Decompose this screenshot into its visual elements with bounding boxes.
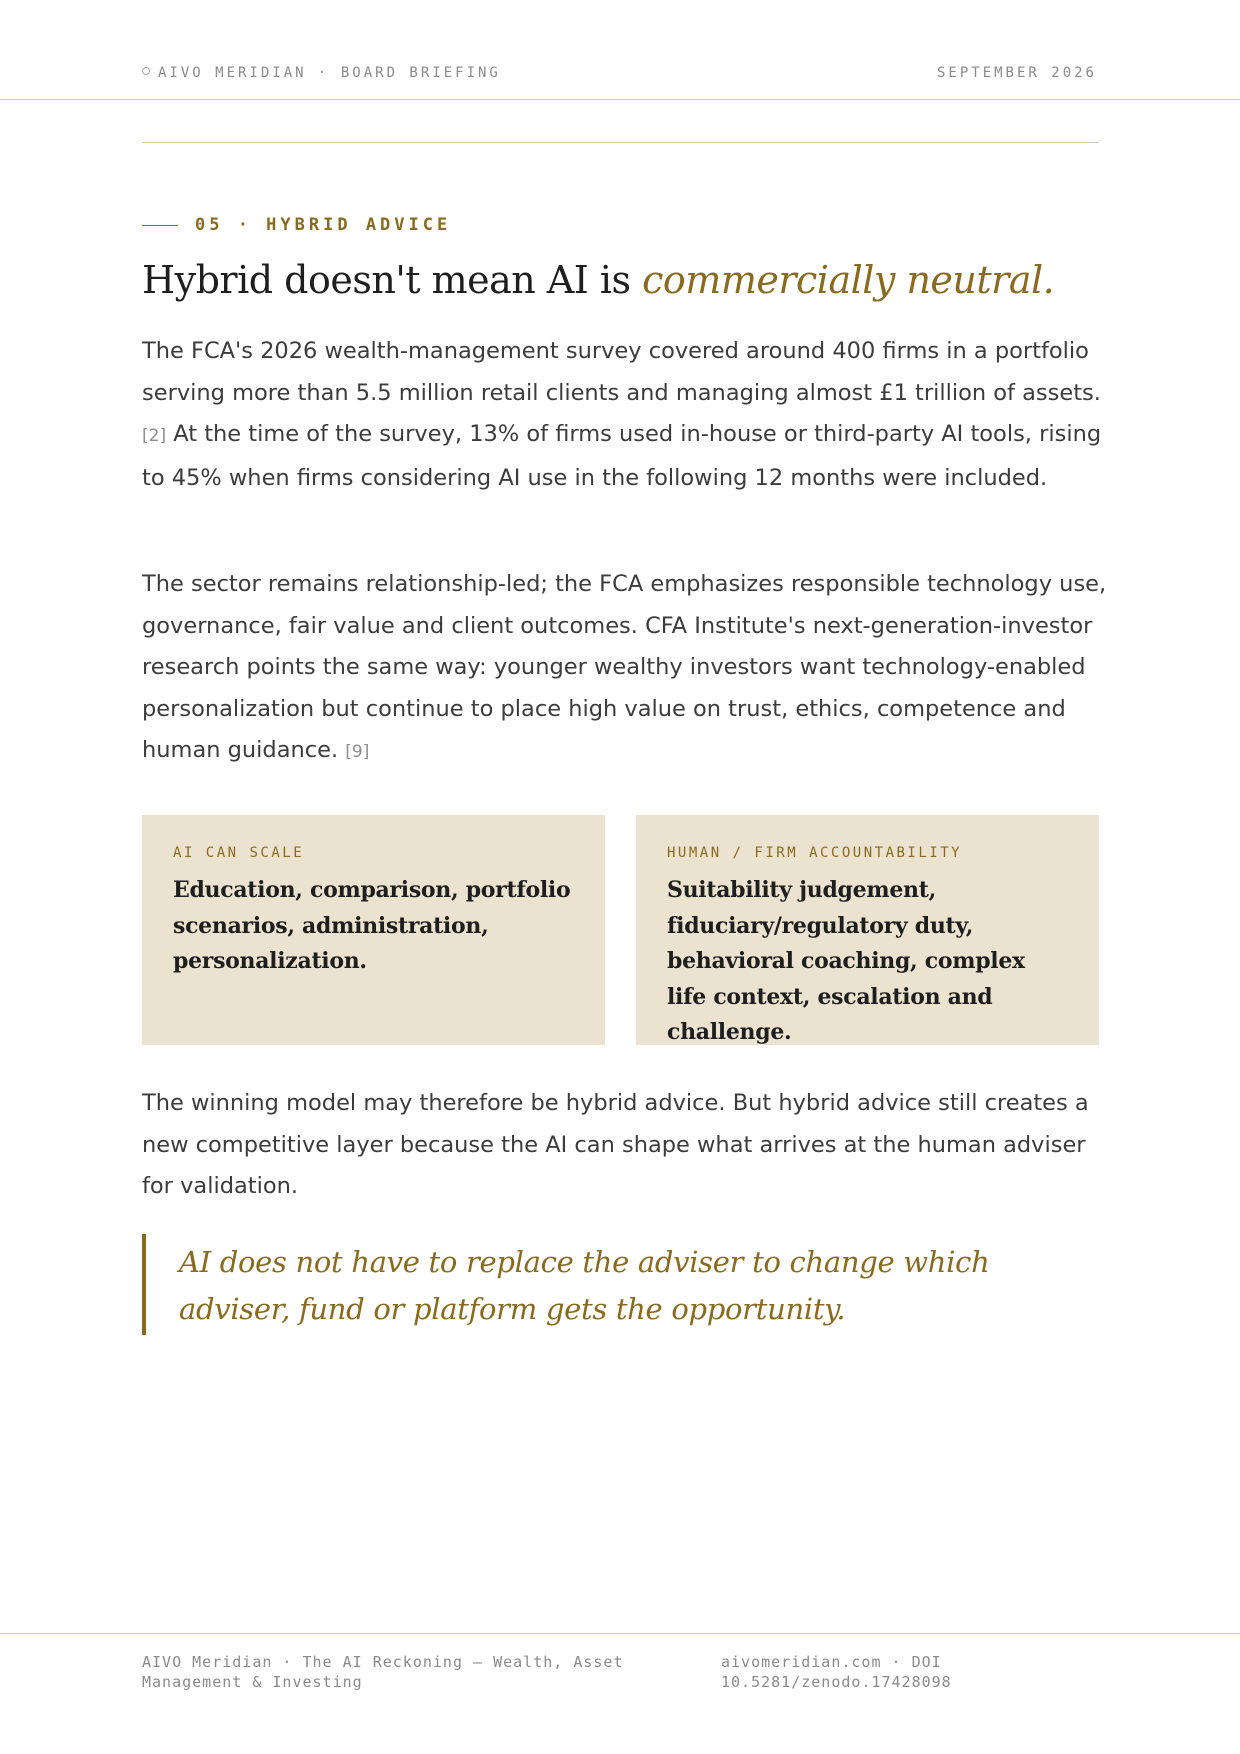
- paragraph-winning-model: [142, 1083, 1112, 1208]
- header-brand-text: AIVO MERIDIAN · BOARD BRIEFING: [158, 65, 501, 81]
- title-accent: commercially neutral.: [642, 258, 1055, 302]
- card-label: AI CAN SCALE: [173, 845, 305, 861]
- page-footer: [0, 1633, 1240, 1634]
- card-human-accountability: [636, 815, 1099, 1045]
- citation-link[interactable]: [9]: [345, 742, 370, 762]
- card-ai-can-scale: [142, 815, 605, 1045]
- card-label: HUMAN / FIRM ACCOUNTABILITY: [667, 845, 963, 861]
- paragraph-sector: [142, 564, 1112, 774]
- card-body: Education, comparison, portfolio scenarios, administration, personalization.: [173, 877, 571, 974]
- card-body: Suitability judgement, fiduciary/regulatory duty, behavioral coaching, complex life context, escalation and challenge.: [667, 877, 1025, 1045]
- pull-quote: [142, 1234, 1102, 1335]
- paragraph-survey: [142, 331, 1112, 499]
- header-brand: [142, 65, 501, 81]
- paragraph-text: The winning model may therefore be hybrid advice. But hybrid advice still creates a new competitive layer because the AI can shape what arrives at the human adviser for validation.: [142, 1090, 1089, 1199]
- paragraph-text: At the time of the survey, 13% of firms used in-house or third-party AI tools, rising to 45% when firms considering AI use in the following 12 months were included.: [142, 421, 1102, 491]
- footer-doi-link[interactable]: aivomeridian.com · DOI 10.5281/zenodo.17428098: [721, 1653, 952, 1691]
- header-date: SEPTEMBER 2026: [936, 65, 1097, 81]
- paragraph-text: The FCA's 2026 wealth-management survey covered around 400 firms in a portfolio serving more than 5.5 million retail clients and managing almost £1 trillion of assets.: [142, 338, 1101, 406]
- bullet-icon: [142, 67, 150, 75]
- section-label-text: 05 · HYBRID ADVICE: [195, 215, 452, 235]
- page-header: [0, 0, 1240, 100]
- citation-link[interactable]: [2]: [142, 426, 167, 446]
- paragraph-text: The sector remains relationship-led; the FCA emphasizes responsible technology use, governance, fair value and client outcomes. CFA Institute's next-generation-investor research points the same way: younger wealthy investors want technology-enabled personalization but continue to place high value on trust, ethics, competence and human guidance.: [142, 571, 1107, 763]
- page-title: [142, 254, 1102, 306]
- title-plain: Hybrid doesn't mean AI is: [142, 258, 643, 302]
- pull-quote-text: AI does not have to replace the adviser to change which adviser, fund or platform gets the opportunity.: [179, 1245, 990, 1326]
- footer-publication: AIVO Meridian · The AI Reckoning — Wealth, Asset Management & Investing: [142, 1653, 624, 1691]
- divider: [142, 142, 1099, 143]
- section-label: [142, 215, 451, 235]
- section-rule: [142, 225, 178, 226]
